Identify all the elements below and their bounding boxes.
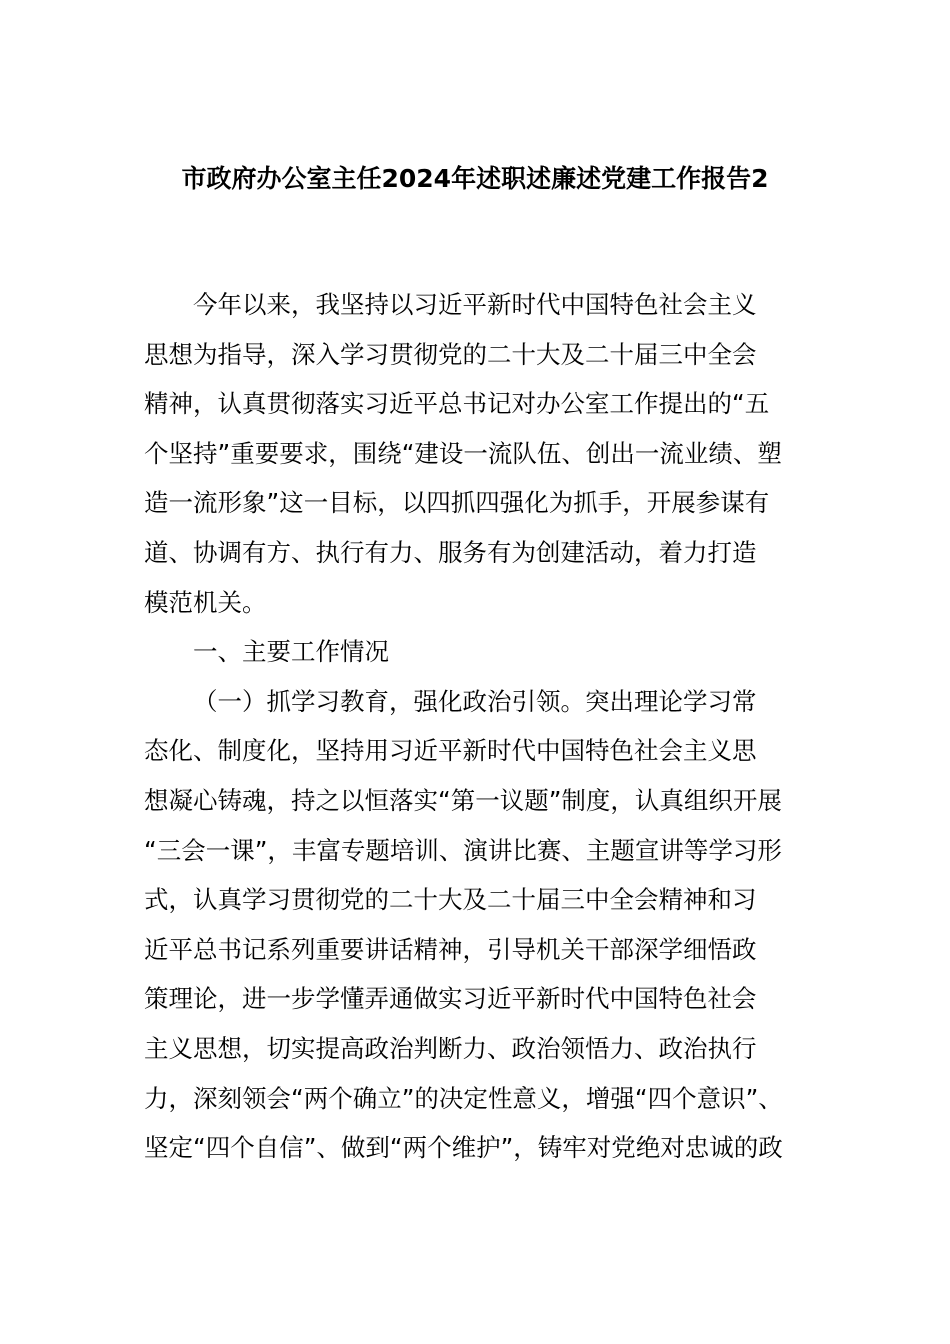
subsection-1-line-7: 策理论，进一步学懂弄通做实习近平新时代中国特色社会: [144, 984, 757, 1014]
subsection-1-line-3: 想凝心铸魂，持之以恒落实“第一议题”制度，认真组织开展: [144, 785, 782, 815]
document-body: [144, 280, 808, 1173]
paragraph-1-line-2: 思想为指导，深入学习贯彻党的二十大及二十届三中全会: [144, 339, 757, 369]
subsection-1-line-10: 坚定“四个自信”、做到“两个维护”，铸牢对党绝对忠诚的政: [144, 1133, 783, 1163]
subsection-1-line-9: 力，深刻领会“两个确立”的决定性意义，增强“四个意识”、: [144, 1083, 783, 1113]
paragraph-1-line-1: 今年以来，我坚持以习近平新时代中国特色社会主义: [193, 290, 757, 319]
section-heading-1: 一、主要工作情况: [193, 637, 389, 667]
document-title: 市政府办公室主任2024年述职述廉述党建工作报告2: [181, 164, 769, 193]
subsection-1-line-4: “三会一课”，丰富专题培训、演讲比赛、主题宣讲等学习形: [144, 835, 782, 865]
paragraph-1-line-6: 道、协调有方、执行有力、服务有为创建活动，着力打造: [144, 537, 757, 567]
paragraph-1-line-5: 造一流形象”这一目标，以四抓四强化为抓手，开展参谋有: [144, 488, 770, 518]
paragraph-1-line-3: 精神，认真贯彻落实习近平总书记对办公室工作提出的“五: [144, 389, 770, 419]
subsection-1-line-5: 式，认真学习贯彻党的二十大及二十届三中全会精神和习: [144, 885, 757, 915]
paragraph-1-line-4: 个坚持”重要要求，围绕“建设一流队伍、创出一流业绩、塑: [144, 438, 782, 468]
subsection-1-line-6: 近平总书记系列重要讲话精神，引导机关干部深学细悟政: [144, 934, 757, 964]
subsection-1-line-8: 主义思想，切实提高政治判断力、政治领悟力、政治执行: [144, 1033, 757, 1063]
subsection-1-line-1: （一）抓学习教育，强化政治引领。突出理论学习常: [193, 686, 757, 716]
subsection-1-line-2: 态化、制度化，坚持用习近平新时代中国特色社会主义思: [144, 736, 757, 766]
paragraph-1-line-7: 模范机关。: [144, 587, 267, 617]
